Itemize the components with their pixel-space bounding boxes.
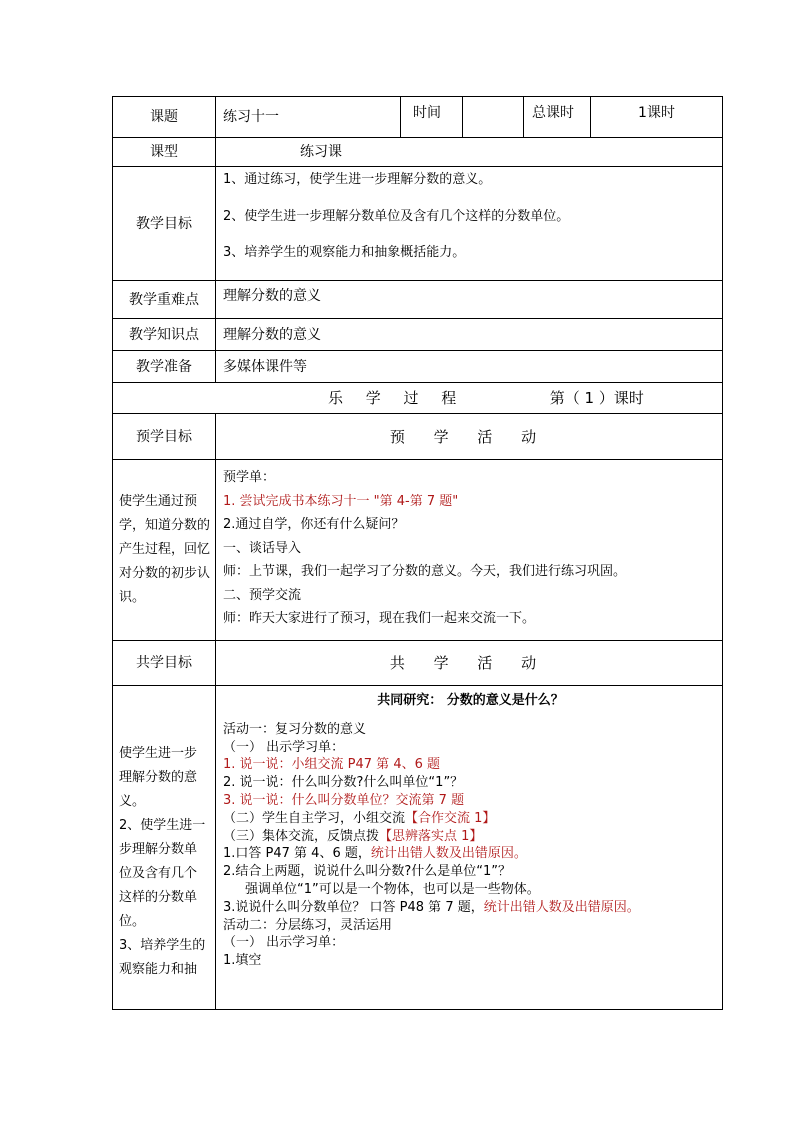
header-row: [113, 97, 723, 138]
co-study-content-row: [113, 686, 723, 1010]
session-suffix: ）课时: [594, 388, 644, 407]
knowledge-row: [113, 319, 723, 351]
review-item-3: [223, 899, 718, 917]
key-points-value: 理解分数的意义: [216, 281, 723, 319]
prep-row: [113, 351, 723, 383]
co-goal-line: 步理解分数单: [119, 842, 198, 857]
time-value: [463, 97, 524, 138]
pre-study-line: 师：昨天大家进行了预习，现在我们一起来交流一下。: [223, 611, 536, 626]
type-row: [113, 138, 723, 167]
activity-one-title: 活动一：复习分数的意义: [223, 721, 367, 737]
knowledge-value: 理解分数的意义: [216, 319, 723, 351]
total-hours-value: 1课时: [591, 97, 723, 138]
process-title: 乐 学 过 程: [328, 388, 466, 407]
key-points-row: [113, 281, 723, 319]
type-value: 练习课: [216, 138, 723, 167]
task-item-3: [223, 792, 718, 810]
section-two-text: （二）学生自主学习，小组交流: [223, 810, 406, 826]
lesson-plan-table: [112, 96, 723, 1010]
task-item-1: [223, 756, 718, 774]
prep-value: 多媒体课件等: [216, 351, 723, 383]
topic-label: 课题: [113, 97, 216, 138]
co-goal-line: 2、使学生进一: [119, 818, 206, 833]
pre-study-header-row: [113, 414, 723, 460]
knowledge-label: 教学知识点: [113, 319, 216, 351]
co-study-activities: [216, 686, 723, 1010]
review-item-2: 2.结合上两题，说说什么叫分数?什么是单位“1”？: [223, 864, 512, 880]
review-item-2-note: 强调单位“1”可以是一个物体，也可以是一些物体。: [245, 881, 540, 897]
co-goal-line: 观察能力和抽: [119, 962, 198, 977]
objective-item: 1、通过练习，使学生进一步理解分数的意义。: [223, 172, 492, 187]
review-3-note: 统计出错人数及出错原因。: [483, 899, 640, 915]
objectives-row: [113, 167, 723, 281]
review-1-note: 统计出错人数及出错原因。: [370, 846, 527, 862]
pre-study-list: [216, 460, 723, 641]
section-one: （一） 出示学习单：: [223, 739, 345, 755]
co-goal-line: 3、培养学生的: [119, 938, 206, 953]
pre-study-activity-title: 预 学 活 动: [216, 414, 723, 460]
total-hours-label: 总课时: [524, 97, 591, 138]
pre-study-line: 师：上节课，我们一起学习了分数的意义。今天，我们进行练习巩固。: [223, 564, 627, 579]
session-number: 1: [584, 388, 595, 407]
co-study-goal-text: [113, 686, 216, 1010]
pre-study-line: 预学单：: [223, 470, 276, 485]
cooperation-tag: 【合作交流 1】: [405, 810, 496, 826]
process-row: [113, 383, 723, 414]
process-title-cell: [113, 383, 723, 414]
section-two: [223, 810, 718, 828]
co-goal-line: 理解分数的意: [119, 770, 198, 785]
session-prefix: 第（: [549, 388, 585, 407]
objective-item: 3、培养学生的观察能力和抽象概括能力。: [223, 245, 466, 260]
co-study-activity-title: 共 学 活 动: [216, 641, 723, 686]
review-item-1: [223, 845, 718, 863]
task-3-text: 3. 说一说：什么叫分数单位？交流第 7 题: [223, 792, 465, 808]
pre-study-line: 一、谈话导入: [223, 540, 302, 556]
fill-blank-item: 1.填空: [223, 953, 262, 969]
prep-label: 教学准备: [113, 351, 216, 383]
objectives-content: [216, 167, 723, 281]
pre-study-line: 1. 尝试完成书本练习十一 "第 4-第 7 题": [223, 493, 459, 509]
section-three-text: （三）集体交流，反馈点拨: [223, 828, 380, 844]
co-goal-line: 位及含有几个: [119, 866, 198, 881]
key-points-label: 教学重难点: [113, 281, 216, 319]
task-1-text: 1. 说一说：小组交流 P47 第 4、6 题: [223, 757, 440, 773]
co-goal-line: 义。: [119, 794, 146, 809]
topic-value: 练习十一: [216, 97, 401, 138]
type-label: 课型: [113, 138, 216, 167]
pre-study-goal-label: 预学目标: [113, 414, 216, 460]
co-goal-line: 这样的分数单: [119, 890, 198, 905]
research-heading: 共同研究： 分数的意义是什么？: [377, 693, 564, 708]
co-goal-line: 位。: [119, 914, 146, 929]
co-study-goal-label: 共学目标: [113, 641, 216, 686]
section-four: （一） 出示学习单：: [223, 935, 345, 951]
pre-study-goal-text: 使学生通过预学，知道分数的产生过程，回忆对分数的初步认识。: [113, 460, 216, 641]
co-goal-line: 使学生进一步: [119, 746, 198, 761]
pre-study-line: 二、预学交流: [223, 587, 302, 603]
co-study-header-row: [113, 641, 723, 686]
objective-item: 2、使学生进一步理解分数单位及含有几个这样的分数单位。: [223, 209, 570, 224]
activity-two-title: 活动二：分层练习，灵活运用: [223, 917, 393, 933]
pre-study-line: 2.通过自学，你还有什么疑问？: [223, 517, 405, 532]
section-three: [223, 828, 718, 846]
objectives-label: 教学目标: [113, 167, 216, 281]
task-item-2: 2. 说一说：什么叫分数?什么叫单位“1”？: [223, 775, 464, 791]
time-label: 时间: [401, 97, 463, 138]
review-1-text: 1.口答 P47 第 4、6 题，: [223, 846, 371, 862]
review-3-text: 3.说说什么叫分数单位？ 口答 P48 第 7 题，: [223, 899, 484, 915]
pre-study-content-row: [113, 460, 723, 641]
reflection-tag: 【思辨落实点 1】: [379, 828, 483, 844]
